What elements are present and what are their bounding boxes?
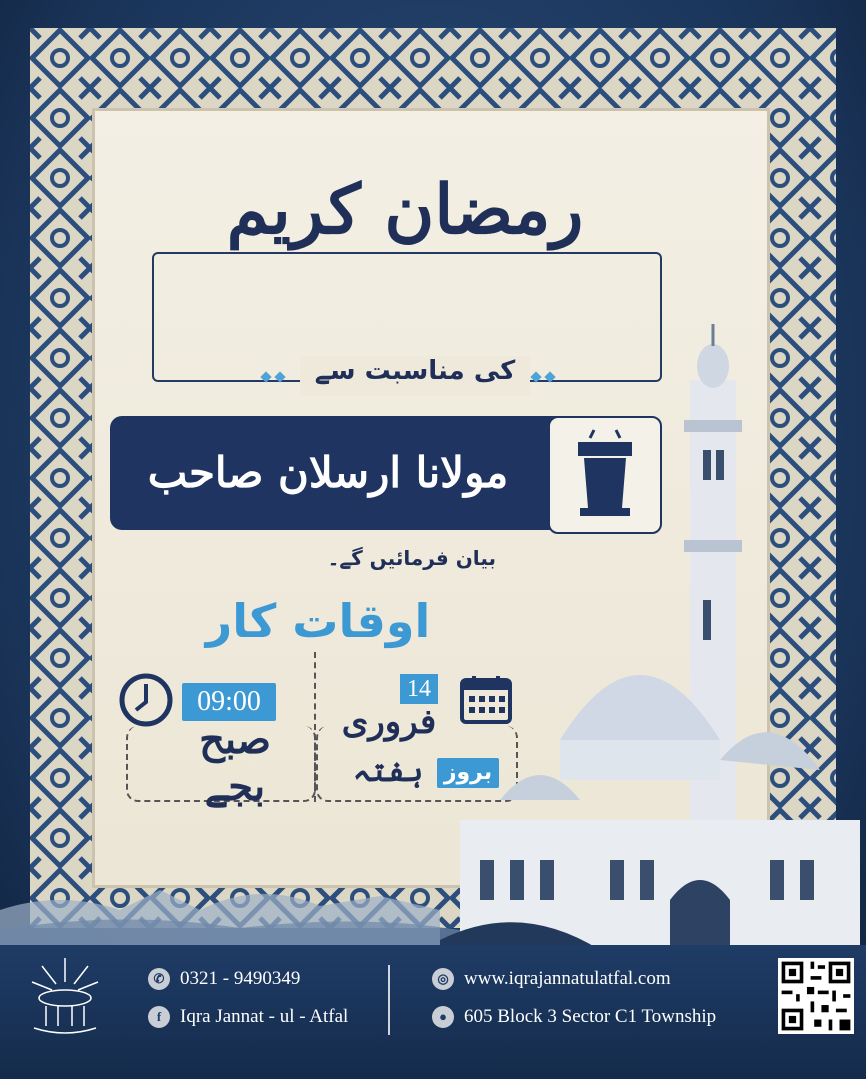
mosque-illustration [440,300,866,960]
subtitle: کی مناسبت سے [300,356,530,396]
qr-code[interactable] [778,958,854,1034]
logo-emblem [22,952,108,1038]
phone-icon: ✆ [148,968,170,990]
facebook-link[interactable]: Iqra Jannat - ul - Atfal [180,1006,349,1027]
website-link[interactable]: www.iqrajannatulatfal.com [464,968,671,989]
address: 605 Block 3 Sector C1 Township [464,1006,717,1027]
footer-divider [388,965,390,1035]
phone-number[interactable]: 0321 - 9490349 [180,968,301,989]
weekday-prefix: بروز [437,758,499,788]
date-month: فروری [341,702,437,742]
date-day: 14 [400,674,438,704]
facebook-icon: f [148,1006,170,1028]
phone-row [148,968,300,990]
address-row [432,1006,716,1028]
title-calligraphy: رمضان کریم [226,170,584,250]
time-value: 09:00 [182,683,276,721]
globe-icon: ◎ [432,968,454,990]
facebook-row [148,1006,348,1028]
time-label: صبح بجے [199,716,271,810]
website-row [432,968,671,990]
location-icon: ● [432,1006,454,1028]
weekday: ہفتہ [352,754,424,789]
timing-heading: اوقات کار [205,594,431,648]
speaker-name: مولانا ارسلان صاحب [147,448,509,497]
clock-icon [116,670,176,730]
speech-note: بیان فرمائیں گے۔ [327,546,496,570]
